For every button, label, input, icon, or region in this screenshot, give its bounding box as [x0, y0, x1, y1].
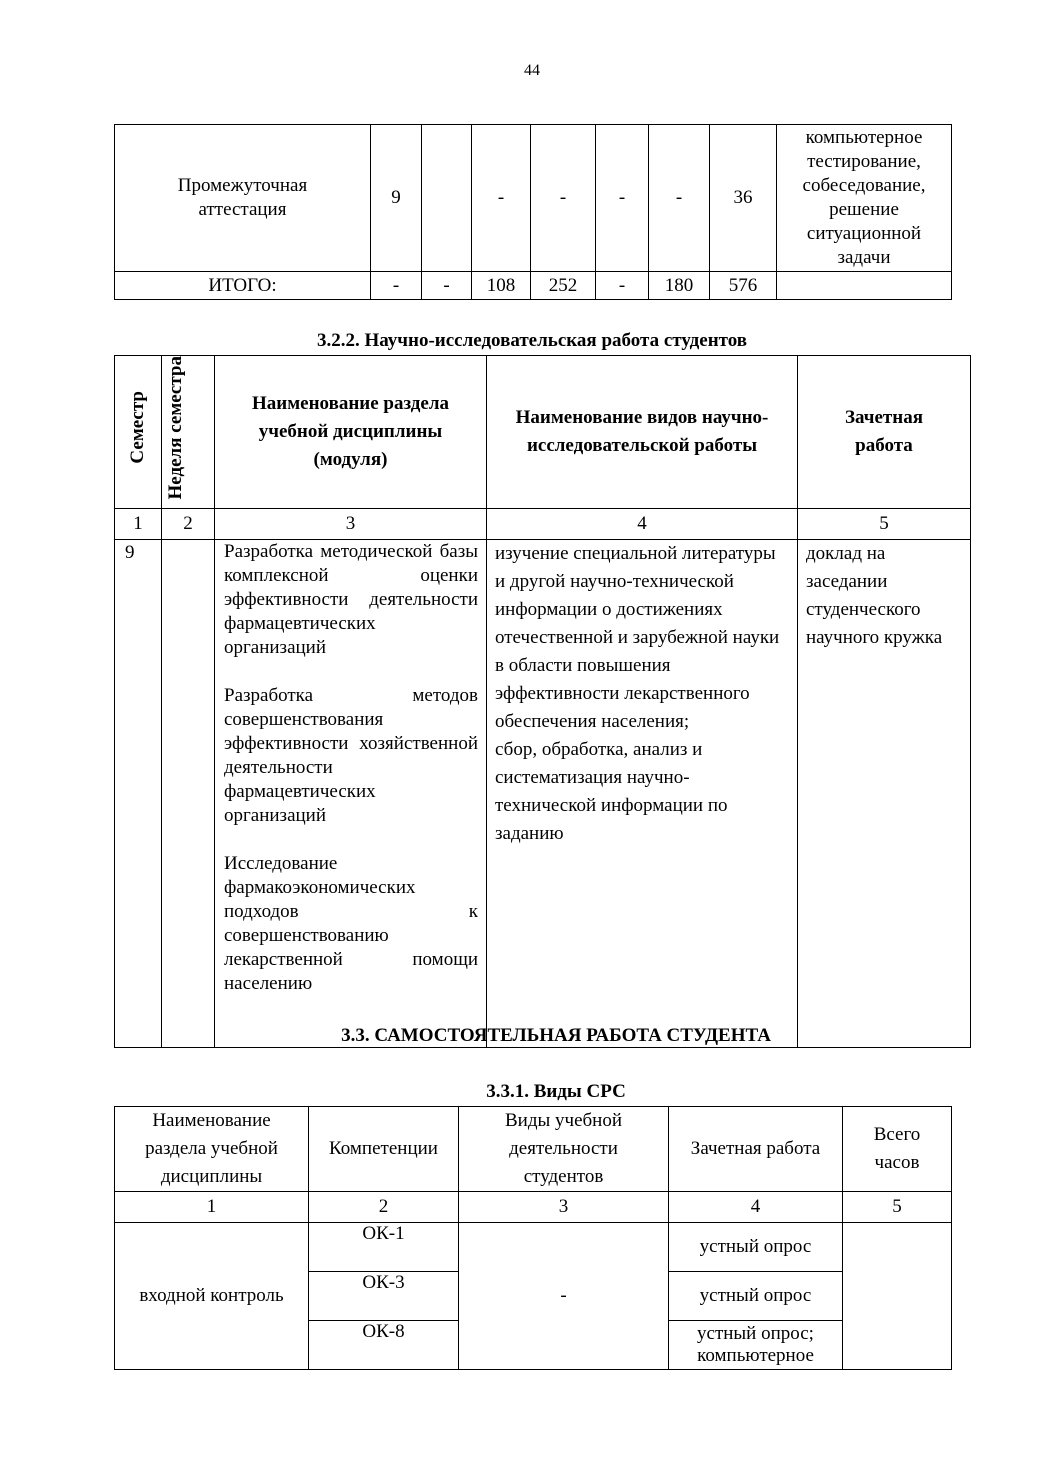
section-name-cell: входной контроль: [115, 1223, 309, 1370]
total-hours-cell: [843, 1223, 952, 1370]
table-cell: Промежуточная аттестация: [115, 125, 371, 272]
header-cell: Зачетная работа: [669, 1107, 843, 1192]
header-cell: Виды учебной деятельности студентов: [459, 1107, 669, 1192]
table-cell: [777, 272, 952, 300]
table-cell: -: [422, 272, 472, 300]
table-cell: 2: [162, 509, 215, 540]
table-row: [115, 1223, 952, 1272]
table-cell: -: [649, 125, 710, 272]
header-cell: Наименование раздела учебной дисциплины: [115, 1107, 309, 1192]
table-cell: [422, 125, 472, 272]
activity-cell: -: [459, 1223, 669, 1370]
competence-cell: ОК-8: [309, 1321, 459, 1370]
table-cell: 3: [215, 509, 487, 540]
table-cell: 180: [649, 272, 710, 300]
table-cell: 2: [309, 1192, 459, 1223]
table-cell: 5: [798, 509, 971, 540]
credit-cell: устный опрос; компьютерное: [669, 1321, 843, 1370]
number-row: [115, 1192, 952, 1223]
section-name: Разработка методов совершенствования эффективности хозяйственной деятельности фармацевтических организаций: [224, 685, 478, 827]
section-names-cell: [215, 540, 487, 1048]
table-cell: -: [472, 125, 531, 272]
header-cell: Наименование видов научно-исследовательской работы: [487, 356, 798, 509]
research-type: изучение специальной литературы и другой научно-технической информации о достижениях отечественной и зарубежной науки в области повышения эффективности лекарственного обеспечения населения;: [495, 543, 780, 733]
research-type: сбор, обработка, анализ и систематизация научно-технической информации по заданию: [495, 739, 728, 845]
table-cell: ИТОГО:: [115, 272, 371, 300]
header-row: [115, 1107, 952, 1192]
hours-table: [114, 124, 952, 300]
competence-cell: ОК-3: [309, 1272, 459, 1321]
table-cell: -: [371, 272, 422, 300]
table-cell: 4: [669, 1192, 843, 1223]
header-cell: Семестр: [115, 356, 162, 509]
table-cell: 9: [371, 125, 422, 272]
table-cell: компьютерное тестирование, собеседование, решение ситуационной задачи: [777, 125, 952, 272]
section-heading: 3.3. САМОСТОЯТЕЛЬНАЯ РАБОТА СТУДЕНТА: [341, 1025, 771, 1046]
table-cell: -: [596, 125, 649, 272]
table-cell: -: [531, 125, 596, 272]
srs-table: [114, 1106, 952, 1370]
week-cell: [162, 540, 215, 1048]
header-cell: Компетенции: [309, 1107, 459, 1192]
table-cell: 3: [459, 1192, 669, 1223]
table-cell: 1: [115, 1192, 309, 1223]
semester-cell: 9: [115, 540, 162, 1048]
table-row: [115, 272, 952, 300]
research-table: [114, 355, 971, 1048]
number-row: [115, 509, 971, 540]
credit-cell: устный опрос: [669, 1272, 843, 1321]
table-row: [115, 125, 952, 272]
table-cell: 5: [843, 1192, 952, 1223]
credit-cell: устный опрос: [669, 1223, 843, 1272]
header-cell: Всего часов: [843, 1107, 952, 1192]
section-heading: 3.3.1. Виды СРС: [486, 1081, 626, 1102]
table-cell: -: [596, 272, 649, 300]
competence-cell: ОК-1: [309, 1223, 459, 1272]
header-row: [115, 356, 971, 509]
header-cell: Наименование раздела учебной дисциплины (модуля): [215, 356, 487, 509]
table-cell: 252: [531, 272, 596, 300]
table-cell: 1: [115, 509, 162, 540]
section-name: Разработка методической базы комплексной оценки эффективности деятельности фармацевтических организаций: [224, 541, 478, 659]
section-heading: 3.2.2. Научно-исследовательская работа студентов: [316, 330, 748, 351]
credit-cell: доклад на заседании студенческого научного кружка: [798, 540, 971, 1048]
table-cell: 108: [472, 272, 531, 300]
research-types-cell: [487, 540, 798, 1048]
section-name: Исследование фармакоэкономических подходов к совершенствованию лекарственной помощи населению: [224, 853, 478, 995]
table-row: [115, 540, 971, 1048]
page-number: 44: [524, 62, 540, 79]
table-cell: 36: [710, 125, 777, 272]
table-cell: 576: [710, 272, 777, 300]
header-cell: Неделя семестра: [162, 356, 215, 509]
header-cell: Зачетная работа: [798, 356, 971, 509]
table-cell: 4: [487, 509, 798, 540]
